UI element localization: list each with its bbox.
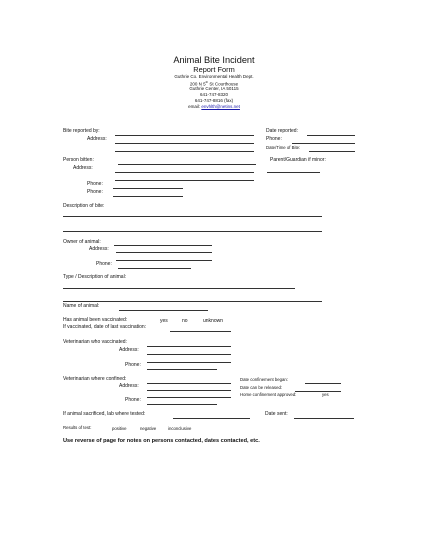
vaccinated-yes-option[interactable]: yes <box>160 318 168 324</box>
reporter-phone-line[interactable] <box>292 143 355 144</box>
dept-email: email: envhlth@netins.net <box>188 104 240 109</box>
reporter-phone-label: Phone: <box>266 136 282 142</box>
reverse-page-note: Use reverse of page for notes on persons contacted, dates contacted, etc. <box>63 438 260 444</box>
bitten-phone-line[interactable] <box>113 188 183 189</box>
bitten-phone-label: Phone: <box>87 181 103 187</box>
description-line-2[interactable] <box>63 231 322 232</box>
date-time-of-bite-label: Date/Time of Bite: <box>266 145 301 150</box>
bitten-address-line-2[interactable] <box>115 180 254 181</box>
result-negative-option[interactable]: negative <box>140 426 157 431</box>
vet-vaccinated-label: Veterinarian who vaccinated: <box>63 339 127 345</box>
date-sent-label: Date sent: <box>265 411 288 417</box>
type-description-label: Type / Description of animal: <box>63 274 127 280</box>
confinement-began-label: Date confinement began: <box>240 377 289 382</box>
person-bitten-label: Person bitten: <box>63 157 94 163</box>
parent-guardian-line[interactable] <box>267 172 320 173</box>
vet-confined-address-line-2[interactable] <box>147 397 231 398</box>
vet-confined-phone-label: Phone: <box>125 397 141 403</box>
vaccinated-unknown-option[interactable]: unknown <box>203 318 224 324</box>
form-title: Animal Bite Incident <box>173 55 255 65</box>
owner-phone-line[interactable] <box>118 268 191 269</box>
vet-vaccinated-phone-label: Phone: <box>125 362 141 368</box>
owner-of-animal-line[interactable] <box>114 245 212 246</box>
date-time-of-bite-line[interactable] <box>309 151 355 152</box>
vet-vaccinated-address-label: Address: <box>119 347 139 353</box>
form-subtitle: Report Form <box>193 65 235 74</box>
vet-confined-label: Veterinarian where confined: <box>63 376 127 382</box>
vet-vaccinated-address-line[interactable] <box>147 354 231 355</box>
result-positive-option[interactable]: positive <box>112 426 127 431</box>
confinement-began-line[interactable] <box>305 383 341 384</box>
description-line-1[interactable] <box>63 216 322 217</box>
dept-fax: 641-747-8816 (fax) <box>194 98 234 103</box>
vet-confined-address-label: Address: <box>119 383 139 389</box>
vet-vaccinated-phone-line[interactable] <box>147 369 217 370</box>
dept-phone: 641-747-8320 <box>199 92 229 97</box>
name-of-animal-label: Name of animal: <box>63 303 100 309</box>
parent-guardian-label: Parent/Guardian if minor: <box>270 157 326 163</box>
bitten-phone-2-label: Phone: <box>87 189 103 195</box>
date-reported-label: Date reported: <box>266 128 298 134</box>
vet-vaccinated-line[interactable] <box>147 346 231 347</box>
vet-vaccinated-address-line-2[interactable] <box>147 362 231 363</box>
has-vaccinated-label: Has animal been vaccinated: <box>63 317 128 323</box>
person-bitten-line[interactable] <box>118 164 256 165</box>
bitten-address-label: Address: <box>73 165 93 171</box>
home-confinement-yes[interactable]: yes <box>322 392 329 397</box>
name-of-animal-line[interactable] <box>119 310 208 311</box>
owner-of-animal-label: Owner of animal: <box>63 239 101 245</box>
reporter-address-line-2[interactable] <box>115 151 254 152</box>
email-link[interactable]: envhlth@netins.net <box>201 104 240 109</box>
vaccinated-no-option[interactable]: no <box>182 318 188 324</box>
sacrificed-line[interactable] <box>173 418 250 419</box>
home-confinement-label: Home confinement approved: <box>240 392 297 397</box>
owner-address-line[interactable] <box>116 252 212 253</box>
date-sent-line[interactable] <box>294 418 354 419</box>
dept-name: Guthrie Co. Environmental Health Dept. <box>174 74 254 79</box>
vaccination-date-label: If vaccinated, date of last vaccination: <box>63 324 147 330</box>
dept-street: 200 N 5th St Courthouse <box>189 80 239 87</box>
reporter-address-line[interactable] <box>115 143 254 144</box>
owner-address-line-2[interactable] <box>116 260 212 261</box>
can-be-released-label: Date can be released: <box>240 385 283 390</box>
bite-reported-by-line[interactable] <box>115 135 254 136</box>
type-description-line-2[interactable] <box>63 301 322 302</box>
vaccination-date-line[interactable] <box>170 331 231 332</box>
owner-phone-label: Phone: <box>96 261 112 267</box>
sacrificed-label: If animal sacrificed, lab where tested: <box>63 411 146 417</box>
date-reported-line[interactable] <box>307 135 355 136</box>
bite-reported-by-label: Bite reported by: <box>63 128 100 134</box>
description-of-bite-label: Description of bite: <box>63 203 105 209</box>
owner-address-label: Address: <box>89 246 109 252</box>
type-description-line-1[interactable] <box>63 288 295 289</box>
results-of-test-label: Results of test: <box>63 425 92 430</box>
vet-confined-line[interactable] <box>147 383 231 384</box>
bitten-address-line[interactable] <box>115 172 254 173</box>
result-inconclusive-option[interactable]: inconclusive <box>168 426 192 431</box>
vet-confined-phone-line[interactable] <box>147 404 217 405</box>
reporter-address-label: Address: <box>87 136 107 142</box>
can-be-released-line[interactable] <box>295 391 341 392</box>
vet-confined-address-line[interactable] <box>147 390 231 391</box>
dept-city: Guthrie Center, IA 50115 <box>189 86 239 91</box>
bitten-phone-2-line[interactable] <box>113 196 183 197</box>
